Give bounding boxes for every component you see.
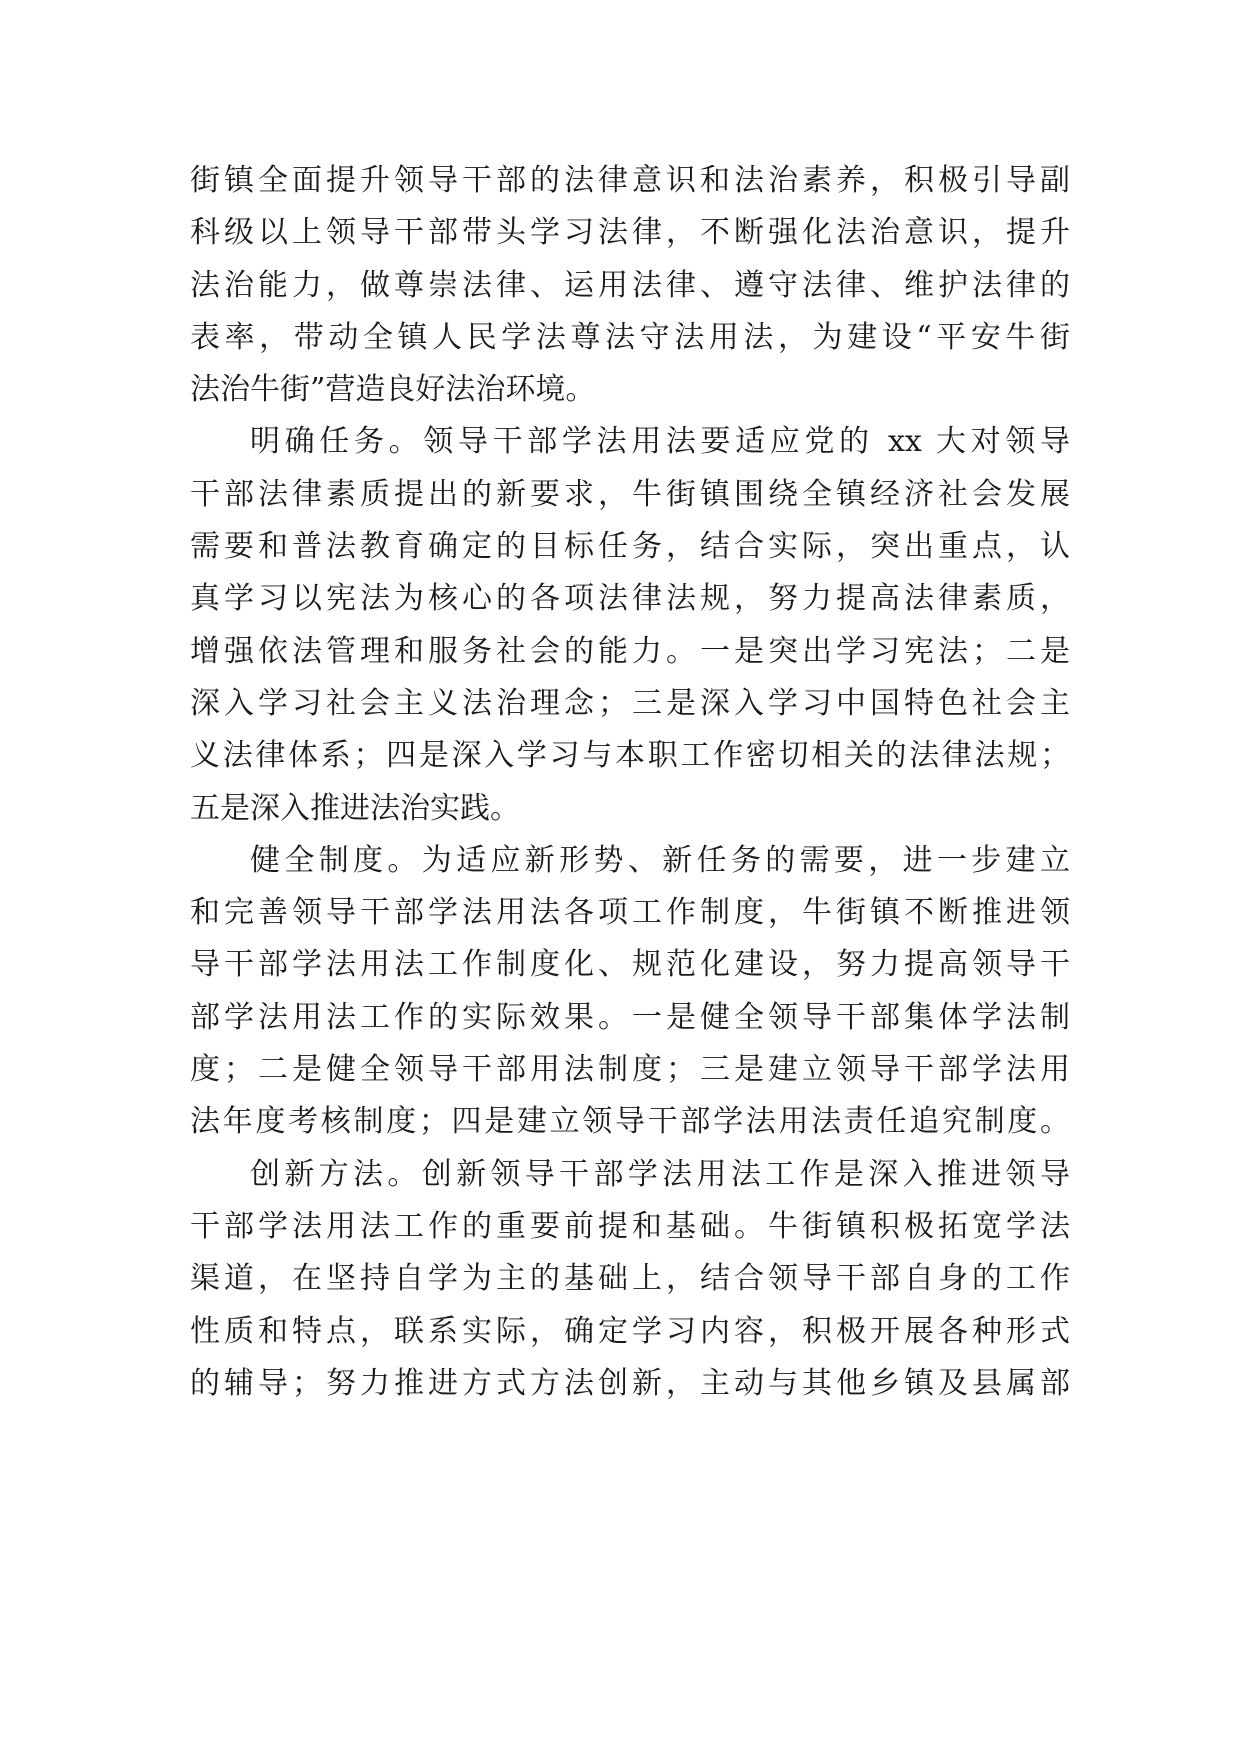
text-line: 明确任务。领导干部学法用法要适应党的 xx 大对领导 xyxy=(250,424,1070,460)
document-body xyxy=(190,155,1070,1410)
text-line: 表率，带动全镇人民学法尊法守法用法，为建设“平安牛街 xyxy=(190,319,1070,355)
text-line: 性质和特点，联系实际，确定学习内容，积极开展各种形式 xyxy=(190,1313,1070,1349)
text-line: 法年度考核制度；四是建立领导干部学法用法责任追究制度。 xyxy=(190,1104,1070,1140)
text-line: 义法律体系；四是深入学习与本职工作密切相关的法律法规； xyxy=(190,738,1070,774)
text-line: 度；二是健全领导干部用法制度；三是建立领导干部学法用 xyxy=(190,1052,1070,1088)
text-line: 创新方法。创新领导干部学法用法工作是深入推进领导 xyxy=(250,1156,1070,1192)
text-line: 干部学法用法工作的重要前提和基础。牛街镇积极拓宽学法 xyxy=(190,1208,1070,1244)
text-line: 需要和普法教育确定的目标任务，结合实际，突出重点，认 xyxy=(190,529,1070,565)
text-line: 导干部学法用法工作制度化、规范化建设，努力提高领导干 xyxy=(190,947,1070,983)
text-line: 的辅导；努力推进方式方法创新，主动与其他乡镇及县属部 xyxy=(190,1365,1070,1401)
text-line: 深入学习社会主义法治理念；三是深入学习中国特色社会主 xyxy=(190,685,1070,721)
text-line: 健全制度。为适应新形势、新任务的需要，进一步建立 xyxy=(250,842,1070,878)
text-line: 真学习以宪法为核心的各项法律法规，努力提高法律素质， xyxy=(190,581,1070,617)
text-line: 增强依法管理和服务社会的能力。一是突出学习宪法；二是 xyxy=(190,633,1070,669)
text-line: 法治能力，做尊崇法律、运用法律、遵守法律、维护法律的 xyxy=(190,267,1070,303)
text-line: 和完善领导干部学法用法各项工作制度，牛街镇不断推进领 xyxy=(190,895,1070,931)
text-line: 部学法用法工作的实际效果。一是健全领导干部集体学法制 xyxy=(190,999,1070,1035)
text-line: 干部法律素质提出的新要求，牛街镇围绕全镇经济社会发展 xyxy=(190,476,1070,512)
text-line: 街镇全面提升领导干部的法律意识和法治素养，积极引导副 xyxy=(190,163,1070,198)
text-line: 法治牛街”营造良好法治环境。 xyxy=(190,372,596,408)
text-line: 五是深入推进法治实践。 xyxy=(190,790,520,826)
text-line: 科级以上领导干部带头学习法律，不断强化法治意识，提升 xyxy=(190,215,1070,251)
text-line: 渠道，在坚持自学为主的基础上，结合领导干部自身的工作 xyxy=(190,1261,1070,1297)
